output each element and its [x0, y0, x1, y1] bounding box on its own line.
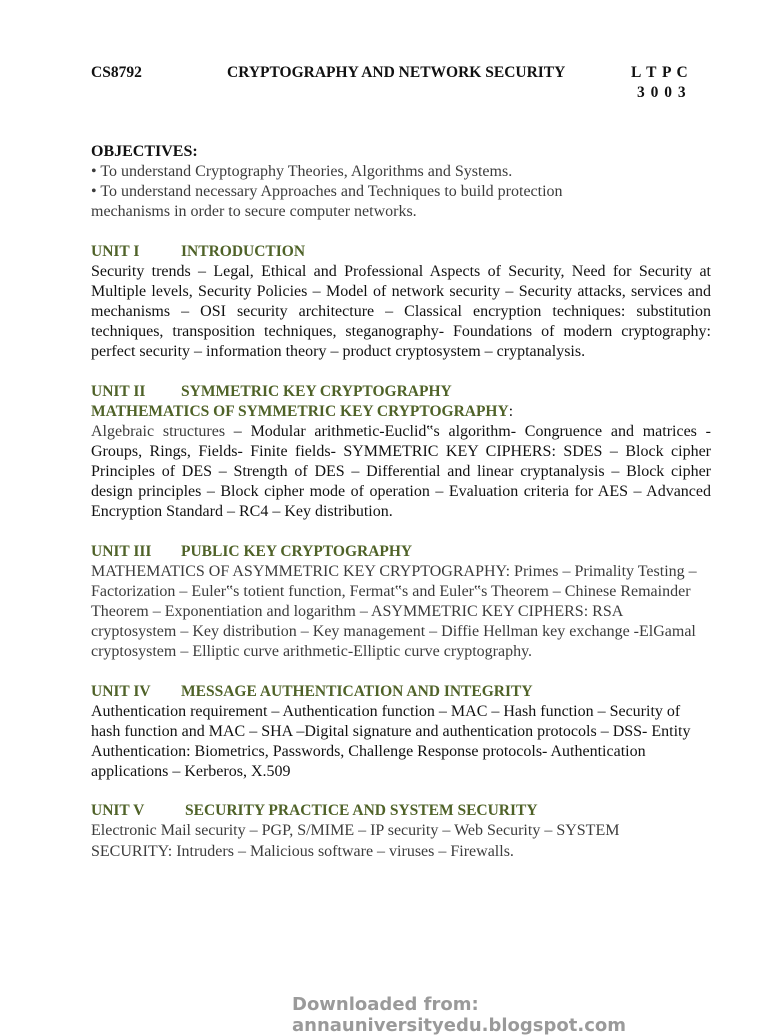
course-title: CRYPTOGRAPHY AND NETWORK SECURITY [227, 64, 566, 81]
unit-body [91, 422, 711, 523]
unit-title: INTRODUCTION [181, 242, 306, 260]
unit-heading [91, 542, 711, 562]
unit-body: Security trends – Legal, Ethical and Professional Aspects of Security, Need for Security at Multiple levels, Security Policies – Model of network security – Security attacks, services and mechanisms – OSI security architecture – Classical encryption techniques: substitution techniques, transposition techniques, steganography- Foundations of modern cryptography: perfect security – information theory – product cryptosystem – cryptanalysis. [91, 262, 711, 361]
download-watermark: Downloaded from: annauniversityedu.blogspot.com [292, 994, 627, 1036]
syllabus-page [91, 64, 711, 862]
subheading-colon: : [508, 402, 513, 420]
unit-title: SYMMETRIC KEY CRYPTOGRAPHY [181, 382, 452, 400]
course-code: CS8792 [91, 64, 142, 81]
unit-heading [91, 242, 711, 262]
unit-body: Authentication requirement – Authentication function – MAC – Hash function – Security of hash function and MAC – SHA –Digital signature and authentication protocols – DSS- Entity Authentication: Biometrics, Passwords, Challenge Response protocols- Authentication applications – Kerberos, X.509 [91, 702, 691, 781]
objective-item: • To understand necessary Approaches and Techniques to build protection mechanisms in order to secure computer networks. [91, 183, 563, 221]
course-header [91, 64, 711, 104]
unit-heading [91, 382, 711, 402]
unit-body: MATHEMATICS OF ASYMMETRIC KEY CRYPTOGRAPHY: Primes – Primality Testing –Factorization – Euler‟s totient function, Fermat‟s and Euler‟s Theorem – Chinese Remainder Theorem – Exponentiation and logarithm – ASYMMETRIC KEY CIPHERS: RSA cryptosystem – Key distribution – Key management – Diffie Hellman key exchange -ElGamal cryptosystem – Elliptic curve arithmetic-Elliptic curve cryptography. [91, 562, 697, 661]
objectives-heading: OBJECTIVES: [91, 143, 198, 160]
unit-number: UNIT III [91, 542, 152, 560]
subheading-text: MATHEMATICS OF SYMMETRIC KEY CRYPTOGRAPHY [91, 402, 509, 420]
unit-heading [91, 682, 711, 702]
unit-number: UNIT V [91, 802, 145, 820]
unit-heading [91, 801, 711, 821]
unit-title: PUBLIC KEY CRYPTOGRAPHY [181, 542, 413, 560]
unit-body: Electronic Mail security – PGP, S/MIME – IP security – Web Security – SYSTEM SECURITY: Intruders – Malicious software – viruses – Firewalls. [91, 822, 620, 860]
unit-number: UNIT IV [91, 682, 151, 700]
ltpc-values: 3 0 0 3 [637, 84, 687, 101]
unit-body-text: – Modular arithmetic-Euclid‟s algorithm- Congruence and matrices - Groups, Rings, Fields- Finite fields- SYMMETRIC KEY CIPHERS: SDES – Block cipher Principles of DES – Strength of DES – Differential and linear cryptanalysis – Block cipher design principles – Block cipher mode of operation – Evaluation criteria for AES – Advanced Encryption Standard – RC4 – Key distribution. [91, 422, 711, 521]
ltpc-label: L T P C [631, 64, 689, 81]
unit-number: UNIT I [91, 242, 140, 260]
unit-subheading [91, 402, 711, 422]
unit-number: UNIT II [91, 382, 146, 400]
unit-body-lead: Algebraic structures [91, 422, 226, 440]
unit-title: MESSAGE AUTHENTICATION AND INTEGRITY [181, 682, 533, 700]
unit-title: SECURITY PRACTICE AND SYSTEM SECURITY [185, 802, 538, 820]
objective-item: • To understand Cryptography Theories, Algorithms and Systems. [91, 163, 513, 180]
